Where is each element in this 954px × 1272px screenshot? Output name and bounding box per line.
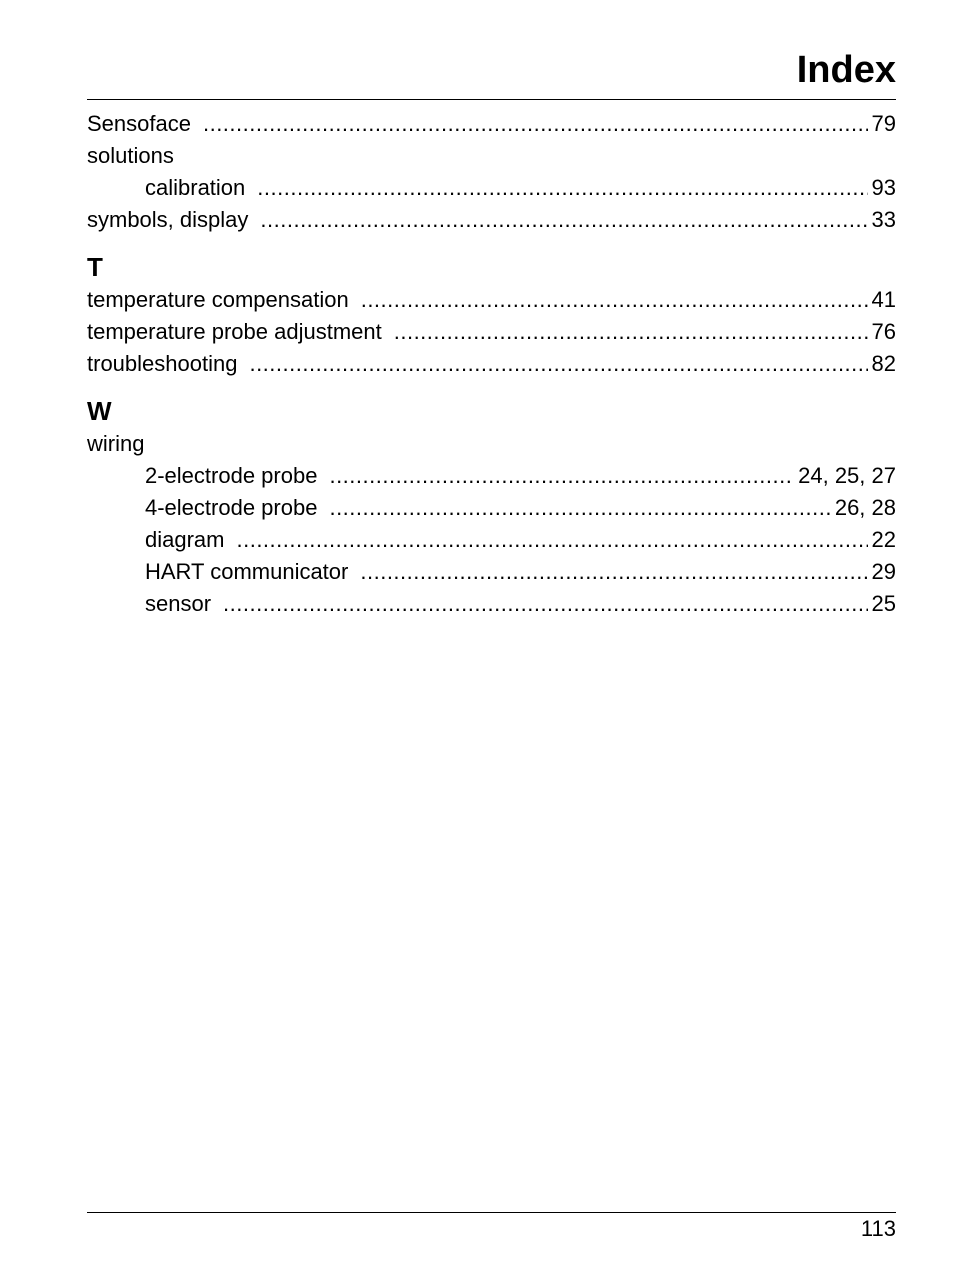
index-entry-wiring [87, 428, 896, 460]
index-term: HART communicator [145, 559, 349, 584]
index-term: Sensoface [87, 111, 191, 136]
page-number: 113 [860, 1216, 896, 1241]
dot-leader [361, 284, 868, 316]
index-pages: 26, 28 [834, 495, 896, 520]
dot-leader [257, 172, 867, 204]
index-subentry-4-electrode-probe [87, 492, 896, 524]
index-term: symbols, display [87, 207, 249, 232]
index-pages: 93 [871, 175, 896, 200]
index-term: temperature compensation [87, 287, 349, 312]
index-term: 4-electrode probe [145, 495, 318, 520]
index-pages: 24, 25, 27 [798, 463, 896, 488]
header-divider [87, 99, 896, 100]
section-letter-t: T [87, 252, 103, 282]
dot-leader [203, 108, 868, 140]
dot-leader [236, 524, 867, 556]
index-term: troubleshooting [87, 351, 238, 376]
index-list [87, 108, 896, 620]
dot-leader [394, 316, 868, 348]
index-subentry-diagram [87, 524, 896, 556]
index-pages: 76 [871, 319, 896, 344]
index-subentry-2-electrode-probe [87, 460, 896, 492]
index-term: 2-electrode probe [145, 463, 318, 488]
index-term: sensor [145, 591, 212, 616]
index-term: calibration [145, 175, 246, 200]
footer-divider [87, 1212, 896, 1213]
index-pages: 33 [871, 207, 896, 232]
dot-leader [329, 492, 830, 524]
index-entry-temperature-compensation [87, 284, 896, 316]
index-entry-troubleshooting [87, 348, 896, 380]
index-pages: 22 [871, 527, 896, 552]
dot-leader [260, 204, 867, 236]
index-subentry-sensor [87, 588, 896, 620]
index-term: temperature probe adjustment [87, 319, 382, 344]
index-entry-temperature-probe-adjustment [87, 316, 896, 348]
dot-leader [329, 460, 794, 492]
index-pages: 41 [871, 287, 896, 312]
index-pages: 25 [871, 591, 896, 616]
index-pages: 82 [871, 351, 896, 376]
index-entry-symbols-display [87, 204, 896, 236]
dot-leader [223, 588, 867, 620]
index-pages: 29 [871, 559, 896, 584]
index-entry-sensoface [87, 108, 896, 140]
index-subentry-calibration [87, 172, 896, 204]
dot-leader [360, 556, 867, 588]
index-term: solutions [87, 143, 174, 168]
index-term: diagram [145, 527, 225, 552]
index-term: wiring [87, 431, 145, 456]
page-title: Index [796, 49, 896, 91]
index-pages: 79 [871, 111, 896, 136]
index-subentry-hart-communicator [87, 556, 896, 588]
dot-leader [249, 348, 867, 380]
index-entry-solutions [87, 140, 896, 172]
section-letter-w: W [87, 396, 112, 426]
